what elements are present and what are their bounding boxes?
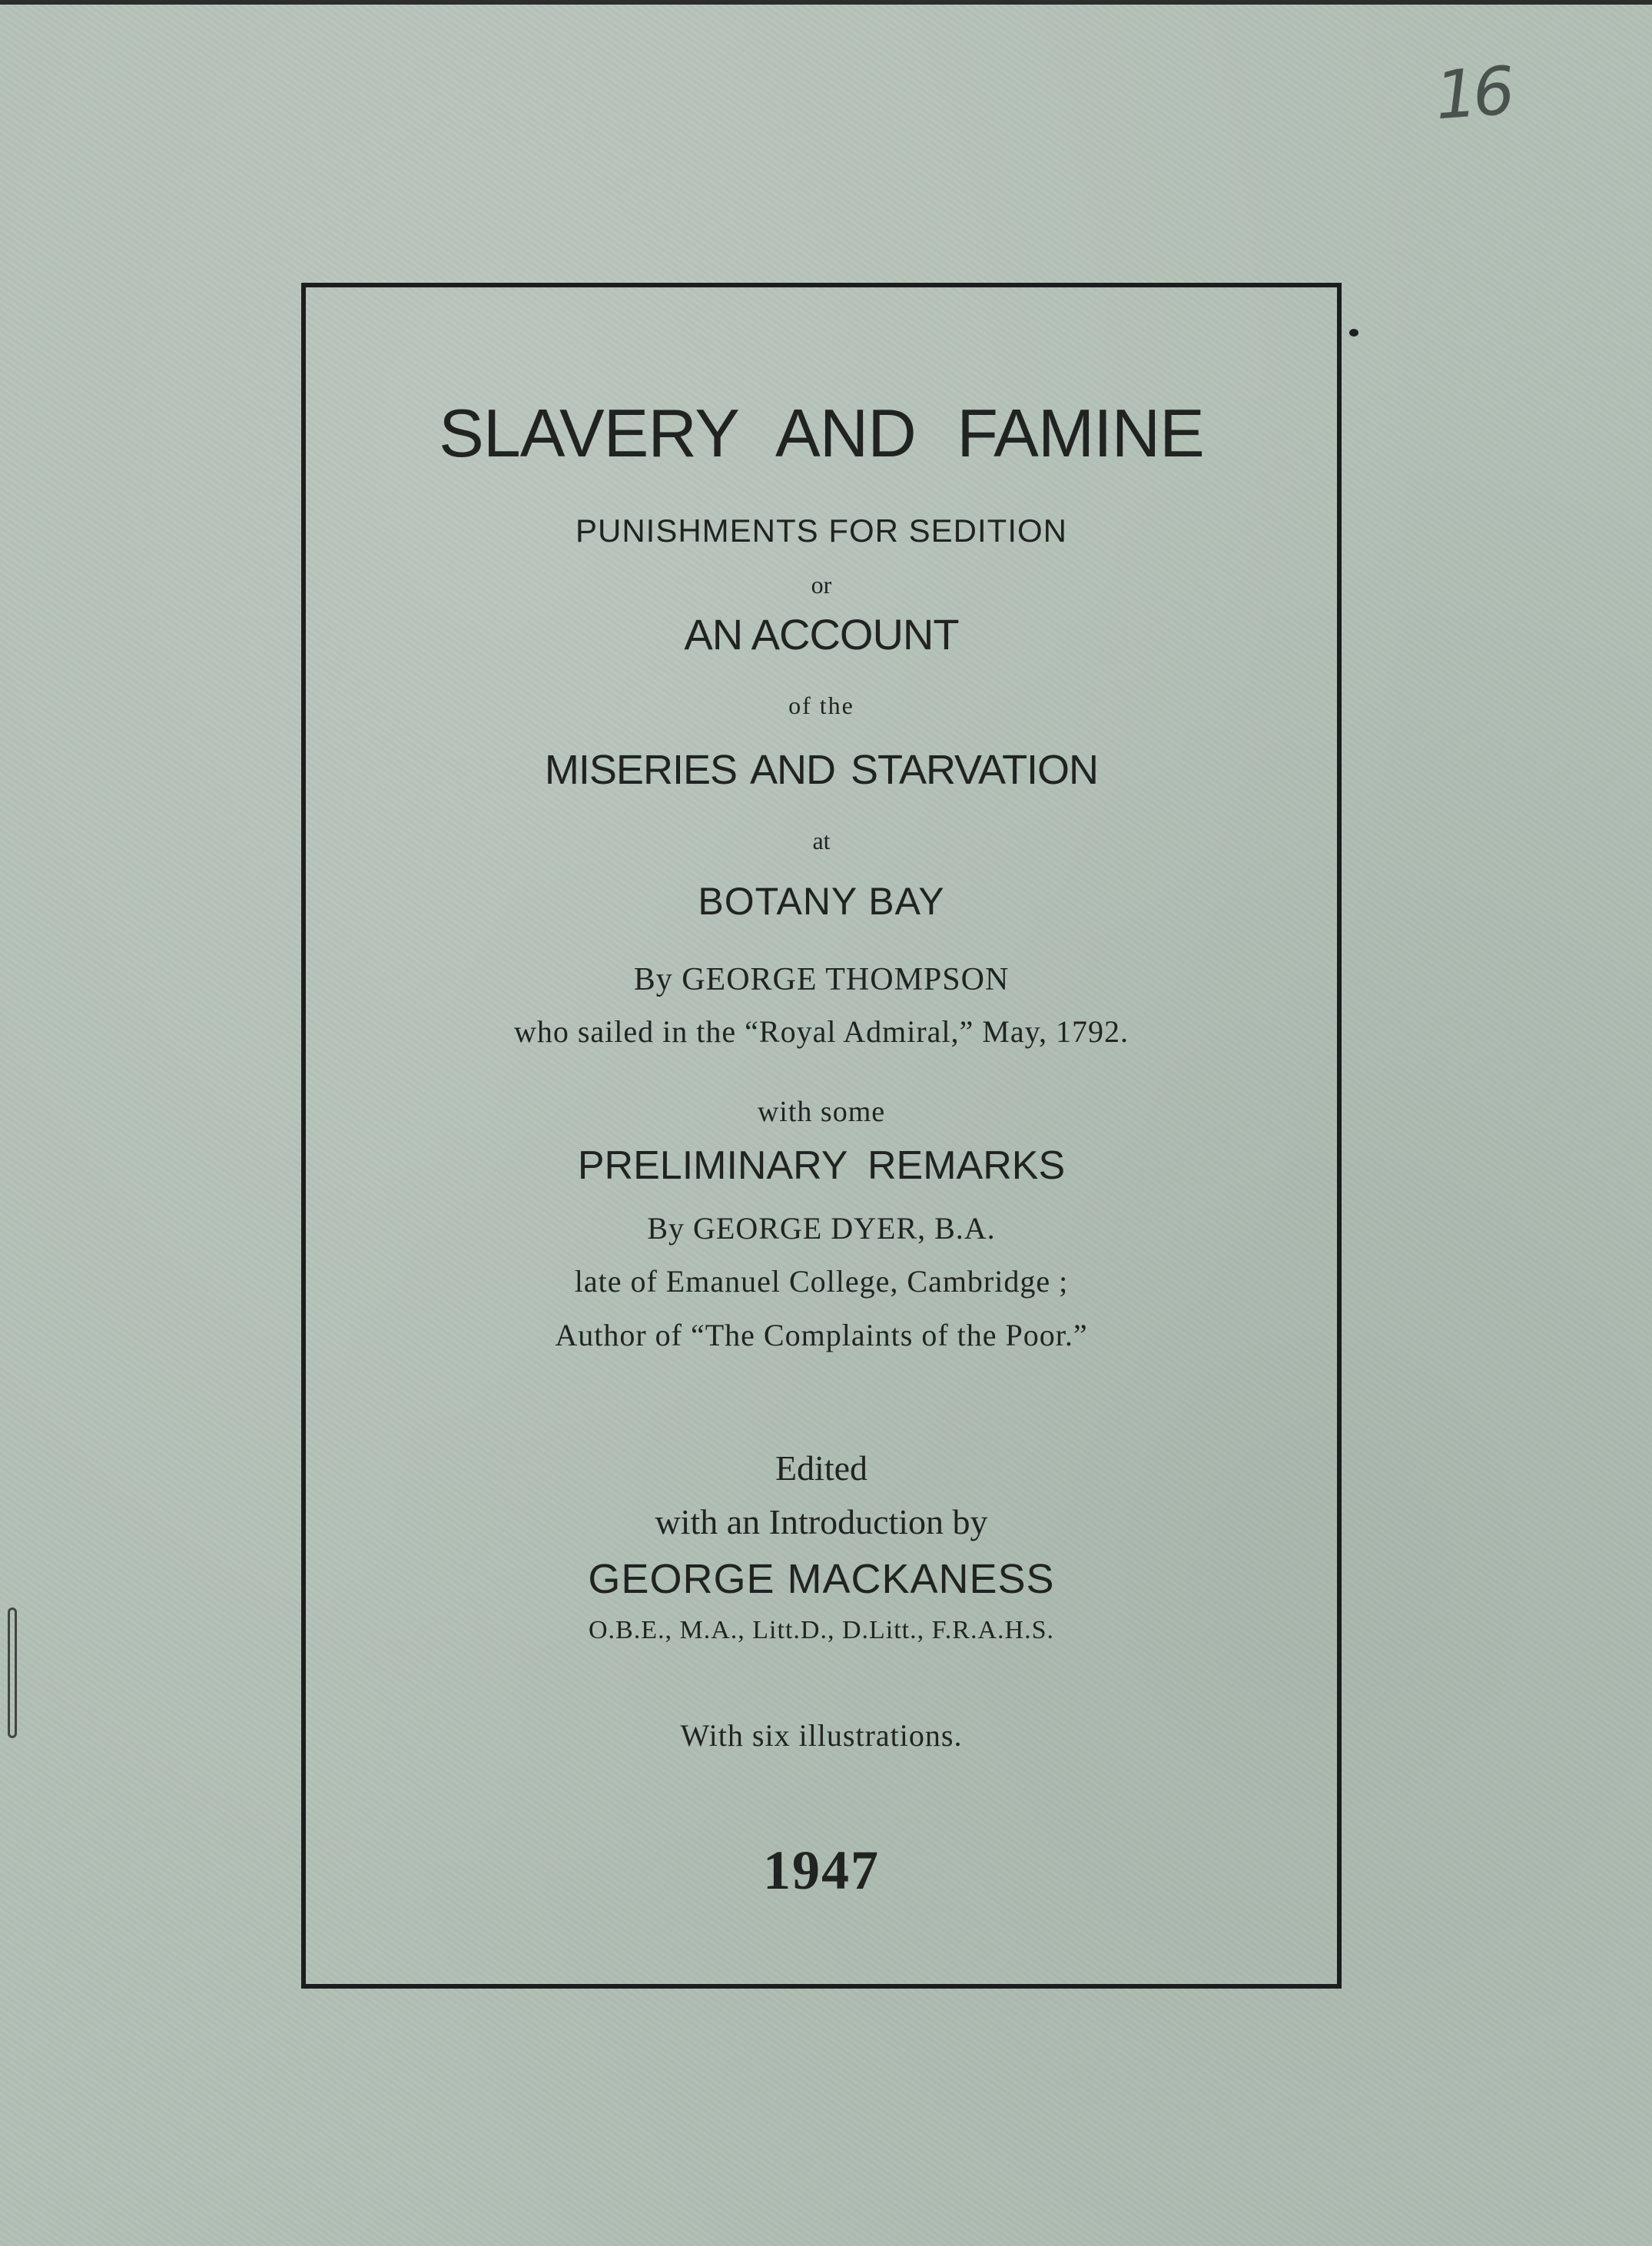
illustrations-note: With six illustrations.: [680, 1718, 963, 1753]
miseries-heading: MISERIES AND STARVATION: [544, 747, 1099, 793]
remarks-author-line: By GEORGE DYER, B.A.: [647, 1211, 996, 1246]
handwritten-page-mark: 16: [1432, 52, 1513, 135]
sailed-line: who sailed in the “Royal Admiral,” May, 1792.: [513, 1014, 1130, 1049]
ink-speck: [1349, 329, 1358, 337]
edited-line: Edited: [775, 1448, 868, 1488]
account-heading: AN ACCOUNT: [684, 610, 959, 659]
staple: [8, 1607, 17, 1738]
editor-degrees: O.B.E., M.A., Litt.D., D.Litt., F.R.A.H.S.: [589, 1616, 1054, 1644]
publication-year: 1947: [763, 1840, 880, 1901]
connector-at: at: [812, 827, 831, 854]
book-title: SLAVERY AND FAMINE: [439, 395, 1204, 471]
place-heading: BOTANY BAY: [698, 880, 945, 923]
connector-of-the: of the: [788, 692, 854, 719]
remarks-work-line: Author of “The Complaints of the Poor.”: [555, 1318, 1088, 1352]
author-line: By GEORGE THOMPSON: [633, 962, 1010, 997]
cover-top-edge: [0, 0, 1652, 5]
with-some-line: with some: [757, 1096, 886, 1128]
introduction-by-line: with an Introduction by: [655, 1502, 988, 1541]
connector-or: or: [811, 571, 832, 599]
editor-name: GEORGE MACKANESS: [588, 1556, 1055, 1602]
book-subtitle: PUNISHMENTS FOR SEDITION: [575, 513, 1068, 549]
remarks-affiliation-line: late of Emanuel College, Cambridge ;: [574, 1264, 1069, 1299]
preliminary-remarks-heading: PRELIMINARY REMARKS: [577, 1143, 1066, 1188]
title-block: [301, 283, 1342, 1989]
